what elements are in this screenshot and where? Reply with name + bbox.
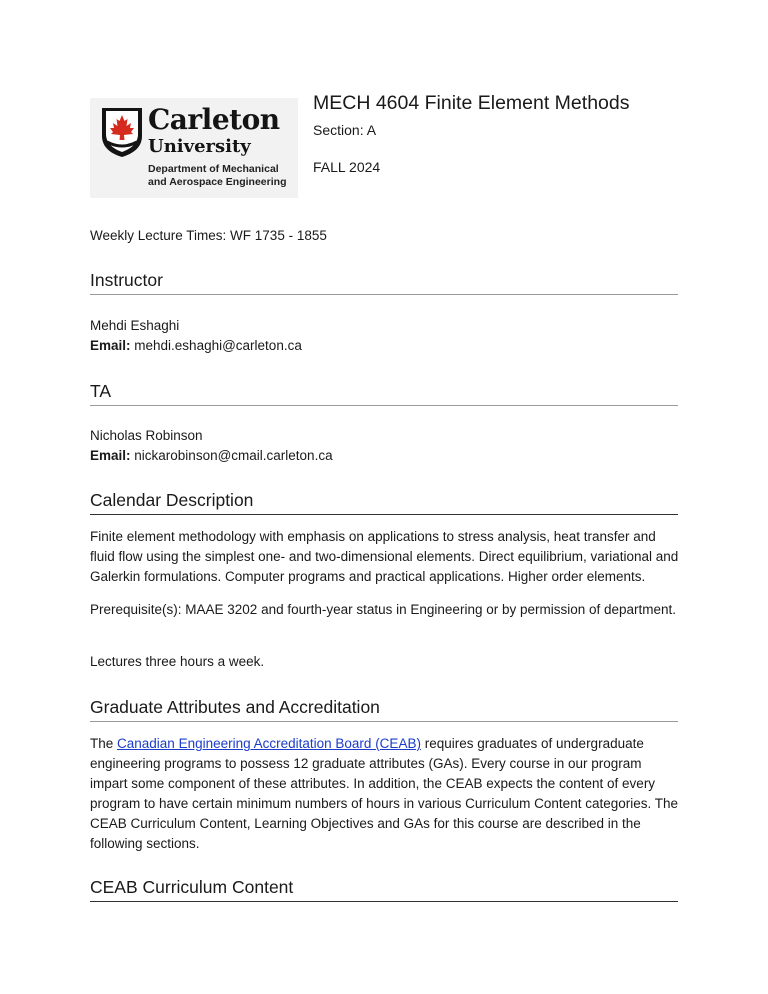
lecture-hours: Lectures three hours a week.: [90, 654, 265, 669]
logo-wordmark-top: Carleton: [148, 103, 280, 136]
calendar-description: Finite element methodology with emphasis on applications to stress analysis, heat transfer and fluid flow using the simplest one- and two-dimensional elements. Direct equilibrium, variational and Galerkin formulations. Computer programs and practical applications. Higher order elements.: [90, 529, 679, 584]
ta-heading: TA: [90, 381, 678, 406]
instructor-name: Mehdi Eshaghi: [90, 318, 180, 333]
course-section: Section: A: [313, 122, 377, 138]
ga-intro-prefix: The: [90, 736, 118, 751]
lecture-times: Weekly Lecture Times: WF 1735 - 1855: [90, 228, 327, 243]
logo-department-line1: Department of Mechanical: [148, 163, 279, 175]
ceab-link[interactable]: Canadian Engineering Accreditation Board (CEAB): [117, 736, 421, 751]
ceab-curriculum-heading: CEAB Curriculum Content: [90, 877, 678, 902]
graduate-attributes-heading: Graduate Attributes and Accreditation: [90, 697, 678, 722]
carleton-logo: [90, 98, 298, 198]
instructor-heading: Instructor: [90, 270, 678, 295]
instructor-info: [90, 316, 680, 356]
logo-department-line2: and Aerospace Engineering: [148, 175, 287, 188]
calendar-heading: Calendar Description: [90, 490, 678, 515]
graduate-attributes-text: [90, 734, 680, 854]
ta-name: Nicholas Robinson: [90, 428, 203, 443]
shield-maple-leaf-icon: [100, 106, 144, 158]
ta-email-line: [90, 446, 680, 466]
ga-intro-rest: requires graduates of undergraduate engineering programs to possess 12 graduate attributes (GAs). Every course in our program impart some component of these attributes. In addition, the CEAB expects the content of every program to have certain minimum numbers of hours in various Curriculum Content categories. The CEAB Curriculum Content, Learning Objectives and GAs for this course are described in the following sections.: [90, 736, 679, 851]
logo-department: [148, 163, 286, 188]
ta-email-label: Email:: [90, 448, 131, 463]
prerequisites: Prerequisite(s): MAAE 3202 and fourth-year status in Engineering or by permission of department.: [90, 602, 677, 617]
ta-info: [90, 426, 680, 466]
logo-wordmark-bottom: University: [148, 136, 251, 157]
instructor-email: mehdi.eshaghi@carleton.ca: [134, 338, 302, 353]
ta-email: nickarobinson@cmail.carleton.ca: [134, 448, 333, 463]
instructor-email-label: Email:: [90, 338, 131, 353]
instructor-email-line: [90, 336, 680, 356]
course-title: MECH 4604 Finite Element Methods: [313, 92, 630, 114]
course-term: FALL 2024: [313, 159, 381, 175]
